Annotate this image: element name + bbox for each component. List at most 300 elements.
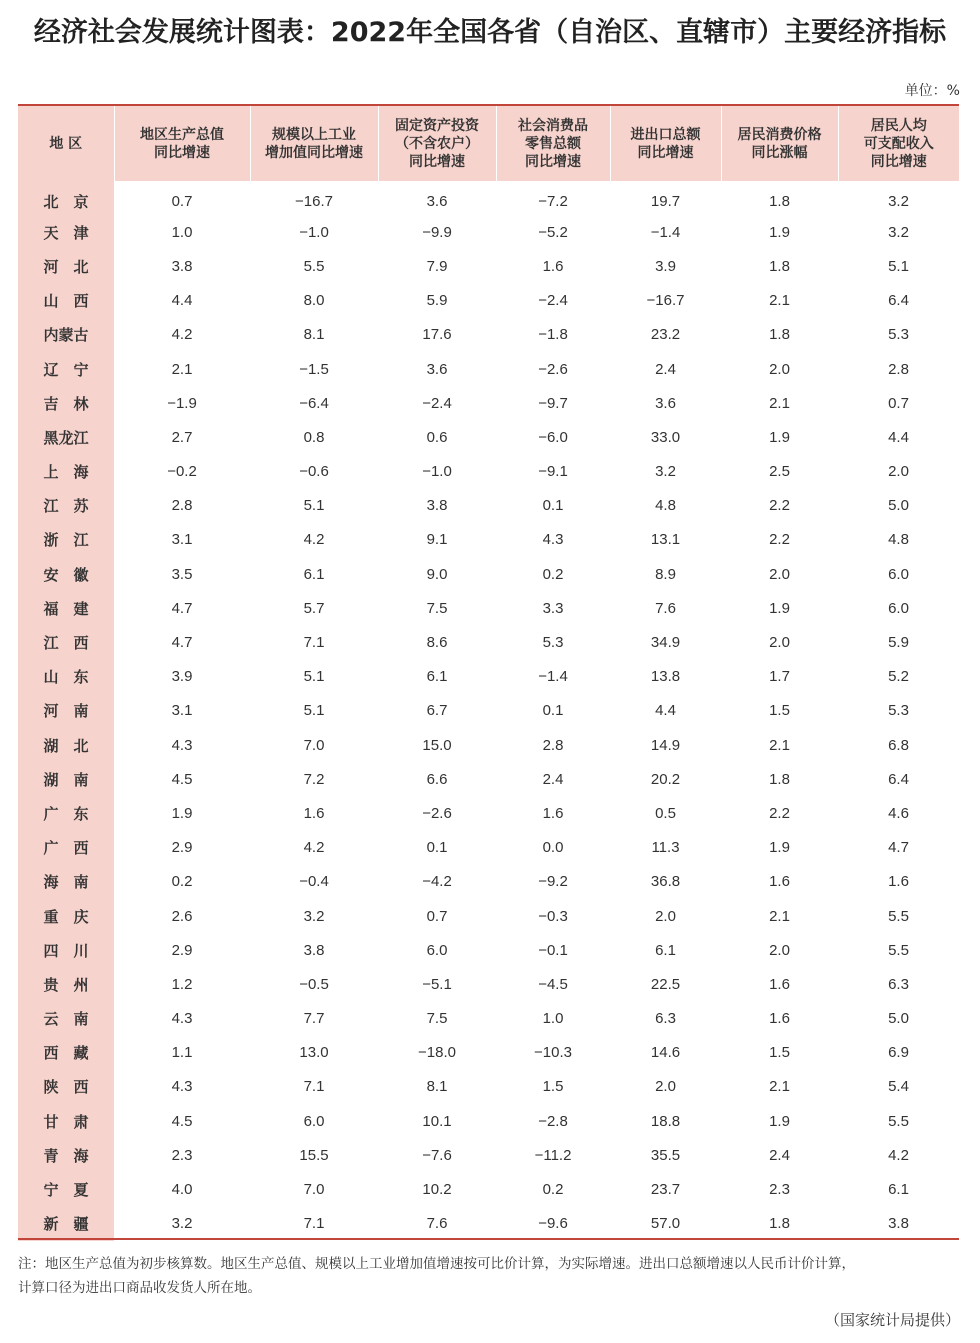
value-cell: 5.2	[888, 668, 909, 686]
value-cell: 2.0	[769, 941, 790, 959]
value-cell: −16.7	[646, 292, 685, 310]
table-row	[18, 1207, 959, 1241]
table-row	[18, 831, 959, 865]
value-cell: 9.0	[426, 565, 448, 583]
value-cell: 5.5	[888, 907, 909, 925]
column-header-line: 居民人均	[870, 117, 927, 134]
value-cell: 2.3	[171, 1146, 193, 1164]
value-cell: −5.1	[422, 975, 452, 993]
value-cell: 4.4	[655, 702, 676, 720]
region-cell: 宁 夏	[18, 1172, 114, 1206]
value-cell: −1.0	[299, 223, 329, 241]
value-cell: 1.8	[769, 192, 790, 210]
value-cell: 2.0	[888, 463, 909, 481]
value-cell: 14.9	[650, 736, 681, 754]
value-cell: 3.2	[888, 192, 909, 210]
value-cell: 7.0	[303, 1181, 325, 1199]
value-cell: 3.2	[888, 223, 909, 241]
value-cell: 1.6	[542, 257, 564, 275]
region-cell: 黑龙江	[18, 420, 114, 454]
value-cell: 3.8	[426, 497, 448, 515]
value-cell: −1.9	[167, 394, 197, 412]
value-cell: 0.1	[542, 497, 564, 515]
value-cell: 3.6	[426, 360, 448, 378]
value-cell: 6.0	[426, 941, 448, 959]
value-cell: 0.1	[426, 839, 448, 857]
value-cell: 4.7	[171, 599, 193, 617]
value-cell: 0.7	[171, 192, 193, 210]
value-cell: 35.5	[650, 1146, 681, 1164]
value-cell: 0.2	[542, 565, 564, 583]
value-cell: 5.9	[426, 292, 448, 310]
region-cell: 青 海	[18, 1138, 114, 1172]
region-cell: 河 北	[18, 249, 114, 283]
value-cell: 57.0	[650, 1215, 681, 1233]
value-cell: 0.5	[655, 804, 676, 822]
value-cell: 8.6	[426, 634, 448, 652]
value-cell: 1.6	[542, 804, 564, 822]
value-cell: 2.0	[769, 565, 790, 583]
value-cell: 4.2	[171, 326, 193, 344]
value-cell: 10.2	[422, 1181, 452, 1199]
value-cell: 5.1	[888, 257, 909, 275]
value-cell: 6.0	[303, 1112, 325, 1130]
value-cell: 6.6	[426, 770, 448, 788]
value-cell: 3.8	[888, 1215, 909, 1233]
region-cell: 浙 江	[18, 523, 114, 557]
table-row	[18, 865, 959, 899]
source-credit: （国家统计局提供）	[824, 1311, 960, 1329]
table-row	[18, 215, 959, 249]
value-cell: 1.8	[769, 257, 790, 275]
value-cell: −2.6	[422, 804, 452, 822]
table-row	[18, 523, 959, 557]
region-cell: 山 东	[18, 660, 114, 694]
table-row	[18, 249, 959, 283]
value-cell: 1.9	[769, 1112, 790, 1130]
value-cell: 4.3	[171, 736, 193, 754]
value-cell: 4.6	[888, 804, 909, 822]
region-cell: 云 南	[18, 1002, 114, 1036]
value-cell: 4.5	[171, 770, 193, 788]
column-header-line: 零售总额	[525, 135, 581, 152]
value-cell: 4.3	[542, 531, 564, 549]
value-cell: 3.5	[171, 565, 193, 583]
value-cell: 2.8	[171, 497, 193, 515]
page-title: 经济社会发展统计图表：2022年全国各省（自治区、直辖市）主要经济指标	[33, 17, 947, 48]
region-cell: 天 津	[18, 215, 114, 249]
value-cell: 1.8	[769, 326, 790, 344]
value-cell: 20.2	[650, 770, 681, 788]
value-cell: 7.1	[303, 634, 325, 652]
region-cell: 湖 北	[18, 728, 114, 762]
value-cell: −0.3	[538, 907, 568, 925]
value-cell: −16.7	[295, 192, 333, 210]
value-cell: 11.3	[651, 839, 680, 857]
region-cell: 北 京	[18, 181, 114, 215]
value-cell: 2.4	[769, 1146, 790, 1164]
value-cell: 0.8	[303, 428, 325, 446]
value-cell: 4.2	[888, 1146, 909, 1164]
value-cell: 4.7	[888, 839, 909, 857]
value-cell: 2.9	[171, 839, 193, 857]
value-cell: 7.0	[303, 736, 325, 754]
footnote	[18, 1252, 959, 1300]
table-row	[18, 352, 959, 386]
value-cell: 6.7	[426, 702, 448, 720]
value-cell: 2.7	[171, 428, 193, 446]
value-cell: 2.1	[769, 1078, 790, 1096]
value-cell: 1.6	[888, 873, 909, 891]
value-cell: 1.5	[769, 1044, 790, 1062]
table-row	[18, 1138, 959, 1172]
value-cell: 4.4	[171, 292, 193, 310]
value-cell: 5.7	[303, 599, 325, 617]
value-cell: 13.8	[650, 668, 681, 686]
table-row	[18, 318, 959, 352]
value-cell: 4.3	[171, 1010, 193, 1028]
region-cell: 江 西	[18, 625, 114, 659]
table-row	[18, 899, 959, 933]
value-cell: 4.4	[888, 428, 909, 446]
region-cell: 海 南	[18, 865, 114, 899]
region-cell: 吉 林	[18, 386, 114, 420]
value-cell: −2.4	[422, 394, 452, 412]
value-cell: 8.9	[655, 565, 676, 583]
value-cell: 1.9	[769, 428, 790, 446]
table-row	[18, 284, 959, 318]
column-header-0	[18, 106, 114, 181]
column-header-line: 同比增速	[637, 144, 694, 161]
value-cell: 0.7	[888, 394, 909, 412]
value-cell: 6.4	[888, 292, 909, 310]
value-cell: 7.1	[303, 1078, 325, 1096]
value-cell: 6.1	[655, 941, 676, 959]
value-cell: 7.5	[426, 1010, 448, 1028]
value-cell: −2.8	[538, 1112, 568, 1130]
value-cell: 13.0	[299, 1044, 329, 1062]
value-cell: 2.3	[769, 1181, 790, 1199]
value-cell: 4.3	[171, 1078, 193, 1096]
column-header-line: 社会消费品	[518, 117, 588, 134]
value-cell: 6.1	[303, 565, 325, 583]
value-cell: 2.8	[888, 360, 909, 378]
value-cell: 1.9	[171, 804, 193, 822]
value-cell: 18.8	[650, 1112, 681, 1130]
region-cell: 甘 肃	[18, 1104, 114, 1138]
value-cell: 3.1	[171, 702, 193, 720]
value-cell: 1.8	[769, 1215, 790, 1233]
region-cell: 新 疆	[18, 1207, 114, 1241]
region-cell: 广 东	[18, 796, 114, 830]
value-cell: 4.8	[655, 497, 676, 515]
value-cell: 8.0	[303, 292, 325, 310]
value-cell: −0.1	[538, 941, 568, 959]
value-cell: −9.9	[422, 223, 452, 241]
column-header-line: （不含农户）	[395, 135, 479, 152]
region-cell: 重 庆	[18, 899, 114, 933]
value-cell: −1.4	[650, 223, 681, 241]
value-cell: 15.5	[299, 1146, 329, 1164]
value-cell: 4.0	[171, 1181, 193, 1199]
region-cell: 四 川	[18, 933, 114, 967]
value-cell: 5.4	[888, 1078, 909, 1096]
value-cell: 4.5	[171, 1112, 193, 1130]
value-cell: −6.4	[299, 394, 329, 412]
value-cell: 7.5	[426, 599, 448, 617]
value-cell: 3.2	[655, 463, 676, 481]
value-cell: 1.7	[769, 668, 790, 686]
value-cell: 6.0	[888, 565, 909, 583]
value-cell: 7.1	[303, 1215, 325, 1233]
value-cell: 0.6	[426, 428, 448, 446]
value-cell: 1.9	[769, 839, 790, 857]
value-cell: 2.4	[542, 770, 564, 788]
value-cell: −4.2	[422, 873, 452, 891]
value-cell: 5.3	[888, 702, 909, 720]
value-cell: −9.7	[538, 394, 568, 412]
value-cell: 2.0	[655, 1078, 676, 1096]
column-header-4	[496, 106, 610, 181]
value-cell: 8.1	[303, 326, 325, 344]
table-row	[18, 694, 959, 728]
value-cell: 7.2	[303, 770, 325, 788]
column-header-line: 地区生产总值	[140, 126, 224, 143]
value-cell: 1.2	[171, 975, 193, 993]
region-cell: 安 徽	[18, 557, 114, 591]
value-cell: 1.0	[171, 223, 193, 241]
value-cell: −1.8	[538, 326, 568, 344]
region-cell: 辽 宁	[18, 352, 114, 386]
column-header-line: 增加值同比增速	[265, 144, 363, 161]
value-cell: −0.5	[299, 975, 329, 993]
value-cell: 9.1	[426, 531, 448, 549]
value-cell: 2.1	[769, 394, 790, 412]
value-cell: 2.0	[769, 634, 790, 652]
value-cell: 2.4	[655, 360, 676, 378]
region-cell: 贵 州	[18, 967, 114, 1001]
value-cell: 1.5	[769, 702, 790, 720]
value-cell: 0.2	[171, 873, 193, 891]
value-cell: 6.3	[888, 975, 909, 993]
value-cell: 4.2	[303, 839, 325, 857]
value-cell: 23.7	[650, 1181, 681, 1199]
value-cell: 5.0	[888, 1010, 909, 1028]
value-cell: 5.5	[888, 1112, 909, 1130]
value-cell: −0.6	[299, 463, 329, 481]
value-cell: 2.1	[171, 360, 193, 378]
value-cell: 6.1	[426, 668, 448, 686]
column-header-line: 同比增速	[525, 153, 581, 170]
column-header-line: 固定资产投资	[395, 117, 479, 134]
table-row	[18, 1036, 959, 1070]
value-cell: 5.5	[303, 257, 325, 275]
value-cell: 2.1	[769, 907, 790, 925]
column-header-line: 规模以上工业	[272, 126, 356, 143]
column-header-line: 同比增速	[870, 153, 927, 170]
column-header-line: 居民消费价格	[737, 126, 822, 143]
value-cell: 3.9	[655, 257, 676, 275]
value-cell: 2.1	[769, 292, 790, 310]
value-cell: 17.6	[422, 326, 452, 344]
table-row	[18, 1172, 959, 1206]
value-cell: 5.5	[888, 941, 909, 959]
value-cell: 0.0	[542, 839, 564, 857]
value-cell: 34.9	[650, 634, 681, 652]
value-cell: 3.3	[542, 599, 564, 617]
value-cell: −0.4	[299, 873, 329, 891]
value-cell: −1.4	[538, 668, 568, 686]
value-cell: 1.9	[769, 599, 790, 617]
region-cell: 山 西	[18, 284, 114, 318]
region-cell: 福 建	[18, 591, 114, 625]
value-cell: 1.6	[769, 975, 790, 993]
table-row	[18, 1104, 959, 1138]
value-cell: 36.8	[650, 873, 681, 891]
table-row	[18, 796, 959, 830]
table-row	[18, 455, 959, 489]
value-cell: 5.3	[542, 634, 564, 652]
table-row	[18, 557, 959, 591]
value-cell: 2.5	[769, 463, 790, 481]
value-cell: 2.0	[769, 360, 790, 378]
region-cell: 上 海	[18, 455, 114, 489]
value-cell: 5.1	[303, 702, 325, 720]
value-cell: 7.6	[426, 1215, 448, 1233]
value-cell: 1.6	[769, 873, 790, 891]
value-cell: 2.6	[171, 907, 193, 925]
column-header-line: 地 区	[49, 135, 83, 152]
value-cell: 6.3	[655, 1010, 676, 1028]
value-cell: 2.2	[769, 531, 790, 549]
value-cell: 4.7	[171, 634, 193, 652]
table-header	[18, 106, 959, 181]
value-cell: 5.1	[303, 497, 325, 515]
value-cell: −18.0	[418, 1044, 456, 1062]
column-header-7	[838, 106, 959, 181]
column-header-1	[114, 106, 250, 181]
value-cell: 1.5	[542, 1078, 564, 1096]
value-cell: 0.1	[542, 702, 564, 720]
table-bottom-rule	[18, 1238, 959, 1240]
value-cell: 3.2	[303, 907, 325, 925]
value-cell: 6.8	[888, 736, 909, 754]
column-header-line: 同比增速	[154, 144, 210, 161]
value-cell: 4.2	[303, 531, 325, 549]
value-cell: 3.1	[171, 531, 193, 549]
column-header-line: 进出口总额	[630, 126, 701, 143]
value-cell: −5.2	[538, 223, 568, 241]
value-cell: 7.6	[655, 599, 676, 617]
value-cell: 5.1	[303, 668, 325, 686]
value-cell: 0.7	[426, 907, 448, 925]
value-cell: 10.1	[422, 1112, 452, 1130]
value-cell: −4.5	[538, 975, 568, 993]
value-cell: 6.1	[888, 1181, 909, 1199]
value-cell: 3.6	[426, 192, 448, 210]
value-cell: 6.9	[888, 1044, 909, 1062]
region-cell: 内蒙古	[18, 318, 114, 352]
value-cell: 2.1	[769, 736, 790, 754]
column-header-6	[721, 106, 838, 181]
value-cell: 1.1	[171, 1044, 193, 1062]
value-cell: 0.2	[542, 1181, 564, 1199]
value-cell: −10.3	[534, 1044, 572, 1062]
table-row	[18, 1070, 959, 1104]
column-header-line: 可支配收入	[863, 135, 934, 152]
value-cell: −9.6	[538, 1215, 568, 1233]
value-cell: 19.7	[650, 192, 681, 210]
value-cell: 1.8	[769, 770, 790, 788]
unit-label: 单位：%	[904, 83, 960, 99]
table-row	[18, 591, 959, 625]
region-cell: 河 南	[18, 694, 114, 728]
value-cell: 14.6	[650, 1044, 681, 1062]
value-cell: 1.6	[769, 1010, 790, 1028]
column-header-2	[250, 106, 378, 181]
table-row	[18, 1002, 959, 1036]
column-header-line: 同比增速	[409, 153, 465, 170]
value-cell: 1.9	[769, 223, 790, 241]
value-cell: 5.0	[888, 497, 909, 515]
table-body	[18, 181, 959, 1241]
value-cell: 3.9	[171, 668, 193, 686]
region-cell: 湖 南	[18, 762, 114, 796]
value-cell: 23.2	[650, 326, 681, 344]
value-cell: 8.1	[426, 1078, 448, 1096]
value-cell: −7.6	[422, 1146, 452, 1164]
header-row	[18, 106, 959, 181]
value-cell: 1.6	[303, 804, 325, 822]
value-cell: 5.9	[888, 634, 909, 652]
value-cell: −9.2	[538, 873, 568, 891]
table-row	[18, 625, 959, 659]
value-cell: 2.2	[769, 804, 790, 822]
value-cell: 2.2	[769, 497, 790, 515]
value-cell: 6.0	[888, 599, 909, 617]
table-row	[18, 181, 959, 215]
value-cell: 33.0	[650, 428, 681, 446]
table-row	[18, 967, 959, 1001]
region-cell: 西 藏	[18, 1036, 114, 1070]
column-header-3	[378, 106, 496, 181]
value-cell: 3.2	[171, 1215, 193, 1233]
table-row	[18, 386, 959, 420]
value-cell: 13.1	[650, 531, 681, 549]
column-header-line: 同比涨幅	[751, 144, 808, 161]
region-cell: 广 西	[18, 831, 114, 865]
table-row	[18, 762, 959, 796]
value-cell: −2.4	[538, 292, 568, 310]
value-cell: 1.0	[542, 1010, 564, 1028]
table-row	[18, 489, 959, 523]
value-cell: 6.4	[888, 770, 909, 788]
value-cell: 22.5	[650, 975, 681, 993]
value-cell: −1.5	[299, 360, 329, 378]
value-cell: −2.6	[538, 360, 568, 378]
region-cell: 江 苏	[18, 489, 114, 523]
value-cell: 2.0	[655, 907, 676, 925]
footnote-line-1: 注：地区生产总值为初步核算数。地区生产总值、规模以上工业增加值增速按可比价计算，为实际增速。进出口总额增速以人民币计价计算，	[18, 1256, 855, 1272]
value-cell: 7.9	[426, 257, 448, 275]
region-cell: 陕 西	[18, 1070, 114, 1104]
value-cell: 2.8	[542, 736, 564, 754]
value-cell: 7.7	[303, 1010, 325, 1028]
footnote-line-2: 计算口径为进出口商品收发货人所在地。	[18, 1280, 261, 1296]
statistics-table	[18, 106, 959, 1241]
value-cell: 5.3	[888, 326, 909, 344]
column-header-5	[610, 106, 721, 181]
